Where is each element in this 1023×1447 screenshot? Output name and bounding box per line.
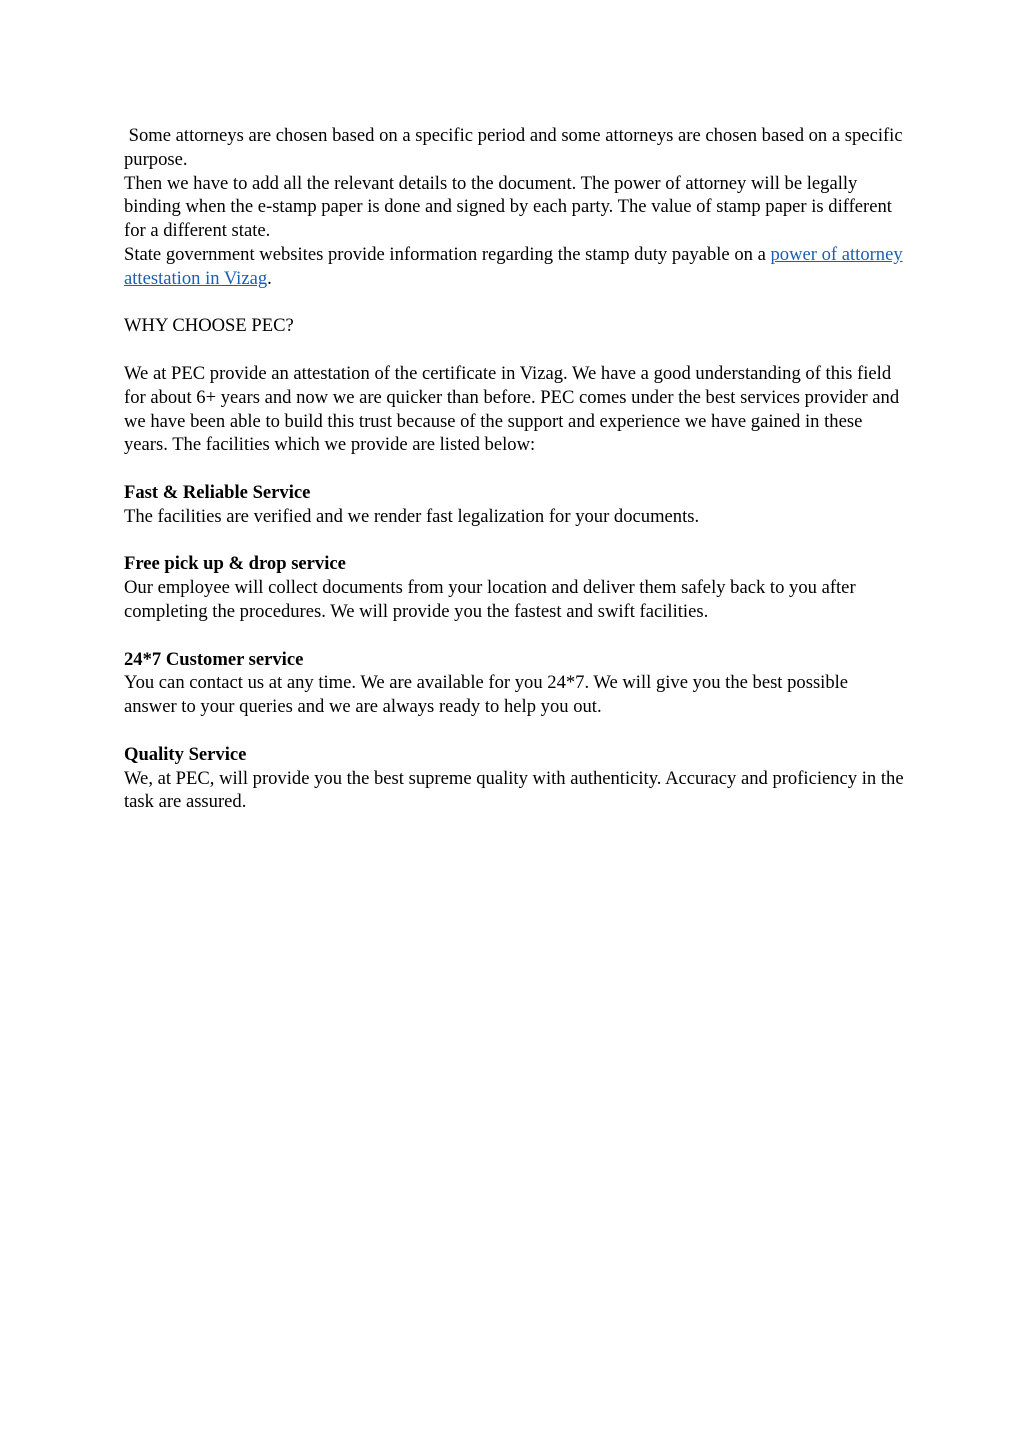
facility-body-quality-service: We, at PEC, will provide you the best supreme quality with authenticity. Accuracy and proficiency in the task are assured. [124, 767, 904, 813]
spacer [124, 291, 904, 315]
facility-title-quality-service: Quality Service [124, 743, 247, 765]
intro-text-before-link: State government websites provide information regarding the stamp duty payable on a [124, 243, 771, 265]
intro-paragraph-3 [124, 243, 904, 291]
power-of-attorney-link[interactable]: power of attorney attestation in Vizag [124, 243, 903, 289]
intro-paragraph-2: Then we have to add all the relevant details to the document. The power of attorney will be legally binding when the e-stamp paper is done and signed by each party. The value of stamp paper is different for a different state. [124, 172, 892, 242]
document-body [124, 124, 908, 814]
facility-body-pickup-drop: Our employee will collect documents from your location and deliver them safely back to you after completing the procedures. We will provide you the fastest and swift facilities. [124, 577, 856, 622]
facility-body-customer-service: You can contact us at any time. We are available for you 24*7. We will give you the best possible answer to your queries and we are always ready to help you out. [124, 672, 849, 718]
why-choose-heading: WHY CHOOSE PEC? [124, 315, 294, 337]
facility-title-pickup-drop: Free pick up & drop service [124, 553, 346, 575]
facility-title-customer-service: 24*7 Customer service [124, 648, 304, 670]
facility-title-fast-reliable: Fast & Reliable Service [124, 481, 311, 503]
spacer [124, 457, 904, 481]
spacer [124, 719, 904, 743]
why-choose-paragraph: We at PEC provide an attestation of the certificate in Vizag. We have a good understanding of this field for about 6+ years and now we are quicker than before. PEC comes under the best services provider and we have been able to build this trust because of the support and experience we have gained in these years. The facilities which we provide are listed below: [124, 362, 900, 456]
facility-body-fast-reliable: The facilities are verified and we render fast legalization for your documents. [124, 505, 700, 527]
spacer [124, 529, 904, 553]
spacer [124, 338, 904, 362]
spacer [124, 624, 904, 648]
intro-paragraph-1: Some attorneys are chosen based on a specific period and some attorneys are chosen based on a specific purpose. [124, 125, 908, 170]
intro-text-after-link: . [267, 267, 272, 289]
